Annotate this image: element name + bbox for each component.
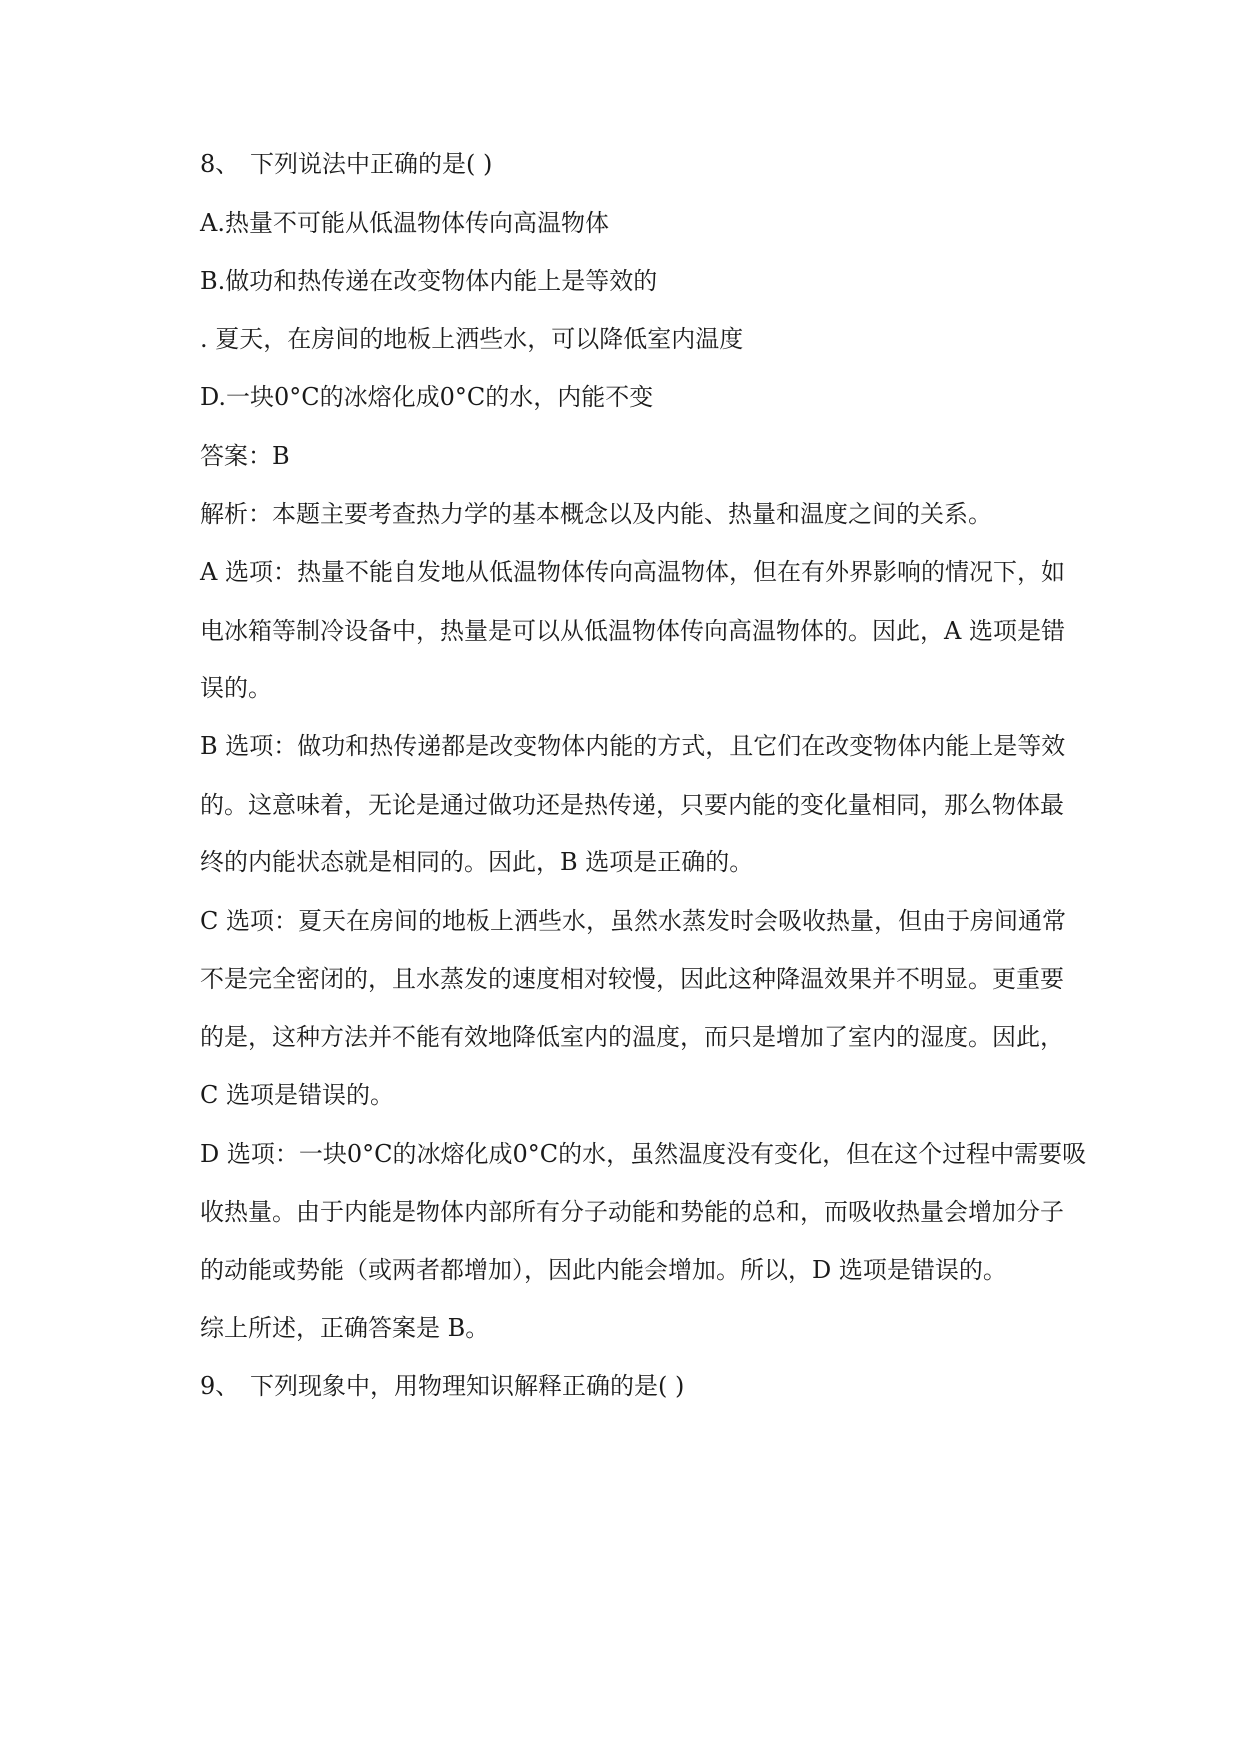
analysis-a-line-1: A 选项：热量不能自发地从低温物体传向高温物体，但在有外界影响的情况下，如 (200, 558, 1065, 586)
q8-analysis-intro: 解析：本题主要考查热力学的基本概念以及内能、热量和温度之间的关系。 (200, 500, 992, 528)
analysis-d-line-1: D 选项：一块0°C的冰熔化成0°C的水，虽然温度没有变化，但在这个过程中需要吸 (200, 1140, 1087, 1168)
analysis-d-line-3: 的动能或势能（或两者都增加），因此内能会增加。所以，D 选项是错误的。 (200, 1256, 1007, 1284)
analysis-c-line-4: C 选项是错误的。 (200, 1081, 394, 1109)
analysis-b-line-3: 终的内能状态就是相同的。因此，B 选项是正确的。 (200, 848, 754, 876)
analysis-c-line-1: C 选项：夏天在房间的地板上洒些水，虽然水蒸发时会吸收热量，但由于房间通常 (200, 907, 1066, 935)
analysis-b-line-1: B 选项：做功和热传递都是改变物体内能的方式，且它们在改变物体内能上是等效 (200, 732, 1066, 760)
analysis-b-line-2: 的。这意味着，无论是通过做功还是热传递，只要内能的变化量相同，那么物体最 (200, 791, 1064, 819)
q8-option-d: D.一块0°C的冰熔化成0°C的水，内能不变 (200, 383, 654, 411)
q8-number: 8、 (200, 150, 240, 178)
analysis-d-line-2: 收热量。由于内能是物体内部所有分子动能和势能的总和，而吸收热量会增加分子 (200, 1198, 1064, 1226)
analysis-a-line-2: 电冰箱等制冷设备中，热量是可以从低温物体传向高温物体的。因此，A 选项是错 (200, 617, 1065, 645)
analysis-c-line-2: 不是完全密闭的，且水蒸发的速度相对较慢，因此这种降温效果并不明显。更重要 (200, 965, 1064, 993)
q9-title (200, 1370, 684, 1402)
analysis-a-line-3: 误的。 (200, 674, 272, 702)
q8-option-c: . 夏天，在房间的地板上洒些水，可以降低室内温度 (200, 325, 744, 353)
q8-answer: 答案：B (200, 442, 290, 470)
q8-title (200, 148, 492, 180)
q9-number: 9、 (200, 1372, 240, 1400)
q9-stem: 下列现象中，用物理知识解释正确的是( ) (250, 1372, 685, 1400)
analysis-c-line-3: 的是，这种方法并不能有效地降低室内的温度，而只是增加了室内的湿度。因此， (200, 1023, 1064, 1051)
q8-stem: 下列说法中正确的是( ) (250, 150, 493, 178)
q8-option-a: A.热量不可能从低温物体传向高温物体 (200, 209, 609, 237)
q8-option-b: B.做功和热传递在改变物体内能上是等效的 (200, 267, 658, 295)
analysis-summary: 综上所述，正确答案是 B。 (200, 1314, 490, 1342)
